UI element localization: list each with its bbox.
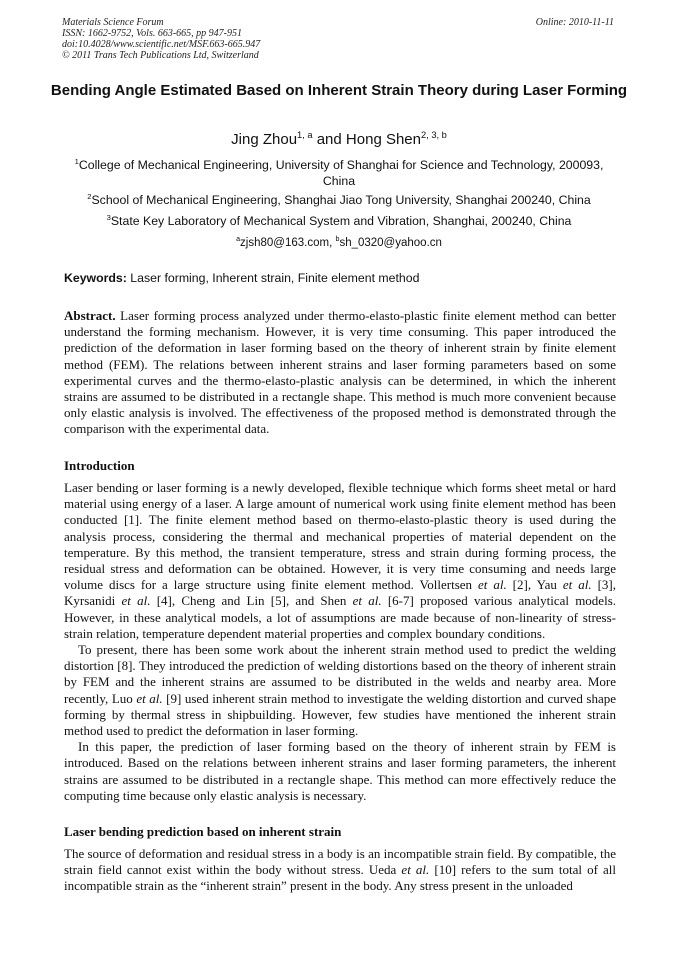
email-line — [60, 235, 618, 251]
intro-paragraph-3: In this paper, the prediction of laser forming based on the theory of inherent strain by FEM is introduced. Based on the relations between inherent strains and laser forming parameters, the inherent strains are assumed to be distributed in a rectangle shape. This method can more effectively reduce the computing time because only elastic analysis is necessary. — [64, 739, 616, 803]
text-run-italic: et al. — [478, 577, 507, 593]
author-2: Hong Shen — [345, 131, 421, 148]
email-b-sup: b — [335, 235, 340, 244]
affiliation-1 — [60, 157, 618, 189]
affiliation-2 — [60, 192, 618, 208]
abstract-label: Abstract. — [64, 308, 116, 323]
online-date: Online: 2010-11-11 — [535, 17, 614, 28]
intro-paragraph-1 — [64, 480, 616, 642]
keywords-text: Laser forming, Inherent strain, Finite element method — [126, 271, 420, 285]
journal-name: Materials Science Forum — [62, 17, 164, 28]
keywords-label: Keywords: — [64, 271, 127, 285]
affiliation-2-text: School of Mechanical Engineering, Shanghai Jiao Tong University, Shanghai 200240, China — [91, 193, 591, 207]
text-run: To present, there has been some work about the inherent strain method used to predict the welding distortion [8]. They introduced the prediction of welding distortions based on the theory of inherent strain by FEM and the inherent strains are assumed to be distributed in the welds and nearby area. More recently, Luo — [64, 642, 616, 706]
affiliation-3-text: State Key Laboratory of Mechanical System and Vibration, Shanghai, 200240, China — [110, 214, 572, 228]
author-conjunction: and — [312, 131, 346, 148]
author-1: Jing Zhou — [231, 131, 298, 148]
laser-bending-body — [64, 846, 616, 895]
author-2-sup: 2, 3, b — [420, 130, 447, 140]
laser-bending-heading: Laser bending prediction based on inherent strain — [64, 824, 342, 839]
author-1-sup: 1, a — [297, 130, 313, 140]
text-run: [9] used inherent strain method to investigate the welding distortion and curved shape forming by thermal stress in shipbuilding. However, few studies have mentioned the inherent strain method used to predict the deformation in laser forming. — [64, 690, 616, 739]
laser-paragraph-1 — [64, 846, 616, 895]
text-run: [3], Kyrsanidi — [64, 577, 616, 609]
issn-line: ISSN: 1662-9752, Vols. 663-665, pp 947-951 — [62, 28, 242, 39]
intro-paragraph-2 — [64, 642, 616, 739]
affiliation-3-sup: 3 — [106, 212, 111, 222]
text-run: The source of deformation and residual stress in a body is an incompatible strain field. By compatible, the strain field cannot exist within the body without stress. Ueda — [64, 846, 616, 878]
abstract — [64, 308, 616, 438]
introduction-heading: Introduction — [64, 458, 135, 473]
text-run: [2], Yau — [506, 577, 563, 593]
affiliation-1-sup: 1 — [74, 156, 79, 166]
text-run-italic: et al. — [136, 690, 163, 706]
affiliation-3 — [60, 213, 618, 229]
keywords — [64, 270, 616, 286]
author-line — [40, 130, 638, 150]
affiliation-1-text: College of Mechanical Engineering, University of Shanghai for Science and Technology, 200093, China — [78, 158, 604, 188]
abstract-text: Laser forming process analyzed under thermo-elasto-plastic finite element method can better understand the forming mechanism. However, it is very time consuming. This paper introduced the prediction of the deformation in laser forming based on the theory of inherent strain by finite element method (FEM). The relations between inherent strains and laser forming parameters based on some experimental curves and the thermo-elasto-plastic analysis can be determined, in which the inherent strains are assumed to be distributed in a rectangle shape. This method is much more convenient because only elastic analysis is involved. The effectiveness of the proposed method is demonstrated through the comparison with the experimental data. — [64, 308, 616, 437]
affiliation-2-sup: 2 — [87, 191, 92, 201]
paper-title: Bending Angle Estimated Based on Inherent Strain Theory during Laser Forming — [50, 82, 628, 99]
introduction-body — [64, 480, 616, 804]
text-run-italic: et al. — [562, 577, 592, 593]
copyright-line: © 2011 Trans Tech Publications Ltd, Switzerland — [62, 50, 259, 61]
text-run: [4], Cheng and Lin [5], and Shen — [150, 593, 353, 609]
doi-line: doi:10.4028/www.scientific.net/MSF.663-665.947 — [62, 39, 261, 50]
email-a-sup: a — [236, 235, 241, 244]
email-b[interactable]: sh_0320@yahoo.cn — [339, 237, 442, 249]
text-run-italic: et al. — [401, 862, 430, 878]
text-run-italic: et al. — [121, 593, 151, 609]
text-run: [6-7] proposed various analytical models. However, in these analytical models, a lot of assumptions are made because of non-linearity of stress-strain relation, temperature dependent material properties and complex boundary conditions. — [64, 593, 616, 641]
email-a[interactable]: zjsh80@163.com, — [240, 237, 336, 249]
text-run: [10] refers to the sum total of all incompatible strain as the “inherent strain” present in the body. Any stress present in the unloaded — [64, 862, 617, 894]
text-run: Laser bending or laser forming is a newly developed, flexible technique which forms sheet metal or hard material using energy of a laser. A large amount of numerical work using finite element method has been conducted [1]. The finite element method based on thermo-elasto-plastic theory is used during the analysis process, considering the thermal and mechanical properties of material dependent on the temperature. By this method, the transient temperature, stress and strain during forming process, the residual stress and deformation can be obtained. However, it is very time consuming and needs large volume discs for a large structure using finite element method. Vollertsen — [64, 480, 616, 593]
journal-header — [62, 17, 482, 61]
text-run-italic: et al. — [352, 593, 382, 609]
